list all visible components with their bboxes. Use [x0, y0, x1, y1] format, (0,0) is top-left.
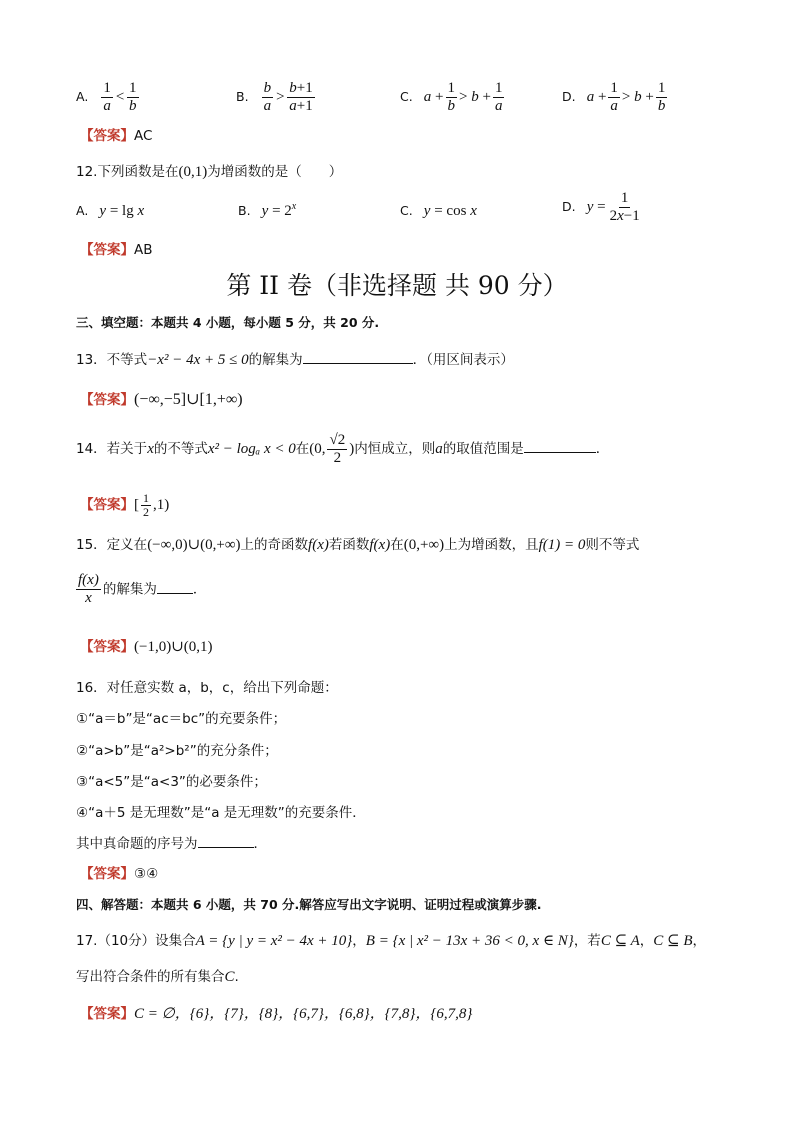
q16-item-2: ②“a>b”是“a²>b²”的充分条件；	[76, 743, 278, 759]
q16-item-1: ①“a＝b”是“ac＝bc”的充要条件；	[76, 711, 287, 727]
q16-answer-blank[interactable]	[198, 833, 254, 848]
q12-answer: 【答案】AB	[80, 242, 153, 258]
q15-stem-line1: 15．定义在(−∞,0)∪(0,+∞)上的奇函数f(x)若函数f(x)在(0,+∞)上为增函数，且f(1) = 0则不等式	[76, 537, 640, 553]
q12-option-b: B. $y = 2^x$	[238, 201, 297, 219]
q12-option-a: A. y = lg x	[76, 203, 145, 219]
q15-answer: 【答案】(−1,0)∪(0,1)	[80, 639, 213, 655]
q11-option-b: B. $\frac{b}{a}$ > $\frac{b+1}{a+1}$	[236, 80, 313, 114]
q16-answer: 【答案】③④	[80, 866, 159, 882]
q17-stem-line1: 17.（10分）设集合A = {y | y = x² − 4x + 10}，B = {x | x² − 13x + 36 < 0, x ∈ N}，若C ⊆ A，C ⊆ B，	[76, 933, 707, 949]
q15-answer-blank[interactable]	[157, 579, 193, 594]
section-2-title: 第 II 卷（非选择题 共 90 分）	[226, 271, 568, 300]
q14-answer-blank[interactable]	[524, 438, 596, 453]
part-3-heading: 三、填空题：本题共 4 小题，每小题 5 分，共 20 分.	[76, 315, 380, 330]
q14-stem: 14．若关于x的不等式x² − logₐ x < 0在(0, $\frac{√2}{2}$ )内恒成立，则a的取值范围是 ．	[76, 432, 610, 466]
q12-stem: 12.下列函数是在(0,1)为增函数的是（ ）	[76, 164, 343, 180]
q11-answer: 【答案】AC	[80, 128, 153, 144]
q14-answer: 【答案】[ $\frac{1}{2}$ ,1)	[80, 491, 170, 519]
q13-answer-blank[interactable]	[303, 349, 413, 364]
part-4-heading: 四、解答题：本题共 6 小题，共 70 分.解答应写出文字说明、证明过程或演算步骤.	[76, 897, 542, 912]
q16-item-3: ③“a<5”是“a<3”的必要条件；	[76, 774, 267, 790]
q13-answer: 【答案】(−∞,−5]∪[1,+∞)	[80, 391, 243, 408]
q11-option-d: D. a + $\frac{1}{a}$ > b + $\frac{1}{b}$	[562, 80, 666, 114]
q12-option-c: C. y = cos x	[400, 203, 477, 219]
q17-answer: 【答案】C = ∅，{6}，{7}，{8}，{6,7}，{6,8}，{7,8}，{6,7,8}	[80, 1006, 473, 1022]
q12-option-d: D. y = $\frac{1}{2x-1}$	[562, 190, 640, 224]
q17-stem-line2: 写出符合条件的所有集合C.	[76, 969, 239, 985]
q11-option-a: A. $\frac{1}{a}$ < $\frac{1}{b}$	[76, 80, 137, 114]
q11-option-c: C. a + $\frac{1}{b}$ > b + $\frac{1}{a}$	[400, 80, 503, 114]
q13-stem: 13．不等式−x² − 4x + 5 ≤ 0的解集为 ．（用区间表示）	[76, 348, 514, 369]
q15-stem-line2: $\frac{f(x)}{x}$ 的解集为 ．	[78, 572, 207, 606]
q16-prompt: 其中真命题的序号为 ．	[76, 832, 267, 852]
q16-stem: 16．对任意实数 a，b，c，给出下列命题：	[76, 680, 338, 696]
q16-item-4: ④“a＋5 是无理数”是“a 是无理数”的充要条件．	[76, 805, 366, 821]
